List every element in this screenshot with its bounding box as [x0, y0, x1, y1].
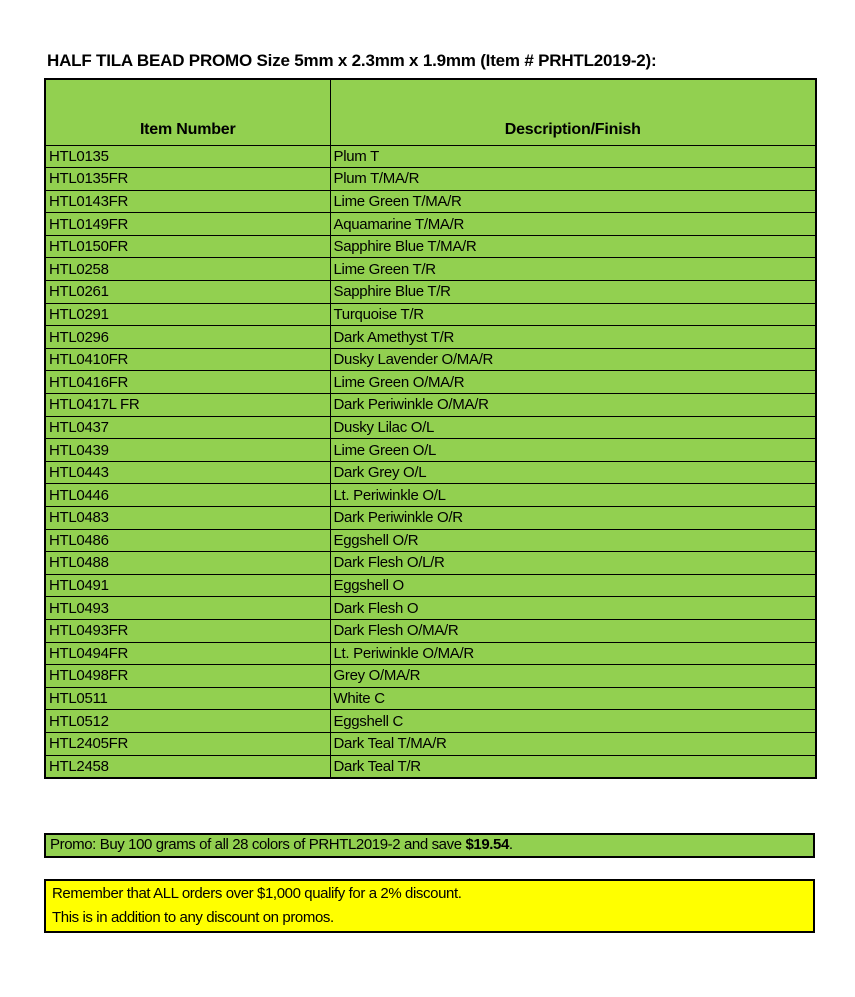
table-row: [45, 371, 816, 394]
item-number-cell: HTL0258: [45, 258, 330, 281]
table-row: [45, 642, 816, 665]
description-cell: Dark Periwinkle O/R: [330, 507, 816, 530]
table-row: [45, 190, 816, 213]
item-number-cell: HTL0511: [45, 687, 330, 710]
description-cell: Dark Teal T/R: [330, 755, 816, 778]
item-number-cell: HTL0443: [45, 461, 330, 484]
item-number-cell: HTL2458: [45, 755, 330, 778]
table-row: [45, 507, 816, 530]
item-number-cell: HTL0493FR: [45, 619, 330, 642]
description-cell: Lime Green O/L: [330, 439, 816, 462]
description-cell: Sapphire Blue T/R: [330, 281, 816, 304]
table-header: [45, 79, 816, 145]
table-row: [45, 303, 816, 326]
table-row: [45, 619, 816, 642]
table-row: [45, 755, 816, 778]
table-row: [45, 665, 816, 688]
description-cell: Eggshell O: [330, 574, 816, 597]
item-number-cell: HTL0291: [45, 303, 330, 326]
description-cell: Aquamarine T/MA/R: [330, 213, 816, 236]
item-number-cell: HTL2405FR: [45, 732, 330, 755]
description-cell: Eggshell O/R: [330, 529, 816, 552]
table-row: [45, 235, 816, 258]
description-cell: Dark Flesh O: [330, 597, 816, 620]
table-row: [45, 484, 816, 507]
item-number-cell: HTL0150FR: [45, 235, 330, 258]
table-row: [45, 574, 816, 597]
note-line-1: Remember that ALL orders over $1,000 qualify for a 2% discount.: [52, 885, 462, 902]
description-cell: Dark Amethyst T/R: [330, 326, 816, 349]
description-cell: Lime Green T/MA/R: [330, 190, 816, 213]
bead-promo-table: [44, 78, 817, 779]
item-number-cell: HTL0149FR: [45, 213, 330, 236]
description-cell: Lt. Periwinkle O/MA/R: [330, 642, 816, 665]
table-row: [45, 710, 816, 733]
item-number-cell: HTL0417L FR: [45, 394, 330, 417]
note-line-2: This is in addition to any discount on promos.: [52, 909, 334, 926]
item-number-cell: HTL0135: [45, 145, 330, 168]
table-row: [45, 416, 816, 439]
item-number-cell: HTL0410FR: [45, 348, 330, 371]
description-cell: Dark Grey O/L: [330, 461, 816, 484]
promo-amount: $19.54: [465, 836, 509, 853]
table-row: [45, 145, 816, 168]
table-row: [45, 168, 816, 191]
description-cell: White C: [330, 687, 816, 710]
table-row: [45, 687, 816, 710]
table-row: [45, 461, 816, 484]
description-cell: Dark Periwinkle O/MA/R: [330, 394, 816, 417]
description-cell: Dark Teal T/MA/R: [330, 732, 816, 755]
table-row: [45, 552, 816, 575]
table-row: [45, 529, 816, 552]
description-cell: Sapphire Blue T/MA/R: [330, 235, 816, 258]
description-cell: Lime Green T/R: [330, 258, 816, 281]
item-number-cell: HTL0437: [45, 416, 330, 439]
table-header-row: [45, 79, 816, 145]
item-number-cell: HTL0494FR: [45, 642, 330, 665]
item-number-cell: HTL0498FR: [45, 665, 330, 688]
table-row: [45, 732, 816, 755]
table-body: [45, 145, 816, 778]
item-number-cell: HTL0446: [45, 484, 330, 507]
item-number-cell: HTL0491: [45, 574, 330, 597]
description-cell: Lt. Periwinkle O/L: [330, 484, 816, 507]
table-row: [45, 326, 816, 349]
description-cell: Eggshell C: [330, 710, 816, 733]
description-cell: Plum T/MA/R: [330, 168, 816, 191]
item-number-cell: HTL0512: [45, 710, 330, 733]
promo-text: Promo: Buy 100 grams of all 28 colors of PRHTL2019-2 and save: [50, 836, 466, 853]
item-number-cell: HTL0296: [45, 326, 330, 349]
item-number-cell: HTL0143FR: [45, 190, 330, 213]
item-number-cell: HTL0493: [45, 597, 330, 620]
description-cell: Lime Green O/MA/R: [330, 371, 816, 394]
item-number-cell: HTL0486: [45, 529, 330, 552]
item-number-cell: HTL0488: [45, 552, 330, 575]
table-row: [45, 348, 816, 371]
description-cell: Dark Flesh O/L/R: [330, 552, 816, 575]
promo-banner: [44, 833, 815, 858]
promo-text-end: .: [508, 836, 513, 853]
description-cell: Dark Flesh O/MA/R: [330, 619, 816, 642]
item-number-cell: HTL0483: [45, 507, 330, 530]
table-row: [45, 258, 816, 281]
description-cell: Dusky Lilac O/L: [330, 416, 816, 439]
description-cell: Grey O/MA/R: [330, 665, 816, 688]
item-number-cell: HTL0439: [45, 439, 330, 462]
discount-note: [44, 879, 815, 933]
item-number-cell: HTL0416FR: [45, 371, 330, 394]
table-row: [45, 597, 816, 620]
table-row: [45, 213, 816, 236]
description-cell: Turquoise T/R: [330, 303, 816, 326]
description-finish-header: Description/Finish: [330, 79, 816, 145]
table-row: [45, 439, 816, 462]
description-cell: Dusky Lavender O/MA/R: [330, 348, 816, 371]
table-row: [45, 281, 816, 304]
page-title: HALF TILA BEAD PROMO Size 5mm x 2.3mm x 1.9mm (Item # PRHTL2019-2):: [47, 51, 657, 70]
item-number-header: Item Number: [45, 79, 330, 145]
table-row: [45, 394, 816, 417]
item-number-cell: HTL0261: [45, 281, 330, 304]
description-cell: Plum T: [330, 145, 816, 168]
item-number-cell: HTL0135FR: [45, 168, 330, 191]
